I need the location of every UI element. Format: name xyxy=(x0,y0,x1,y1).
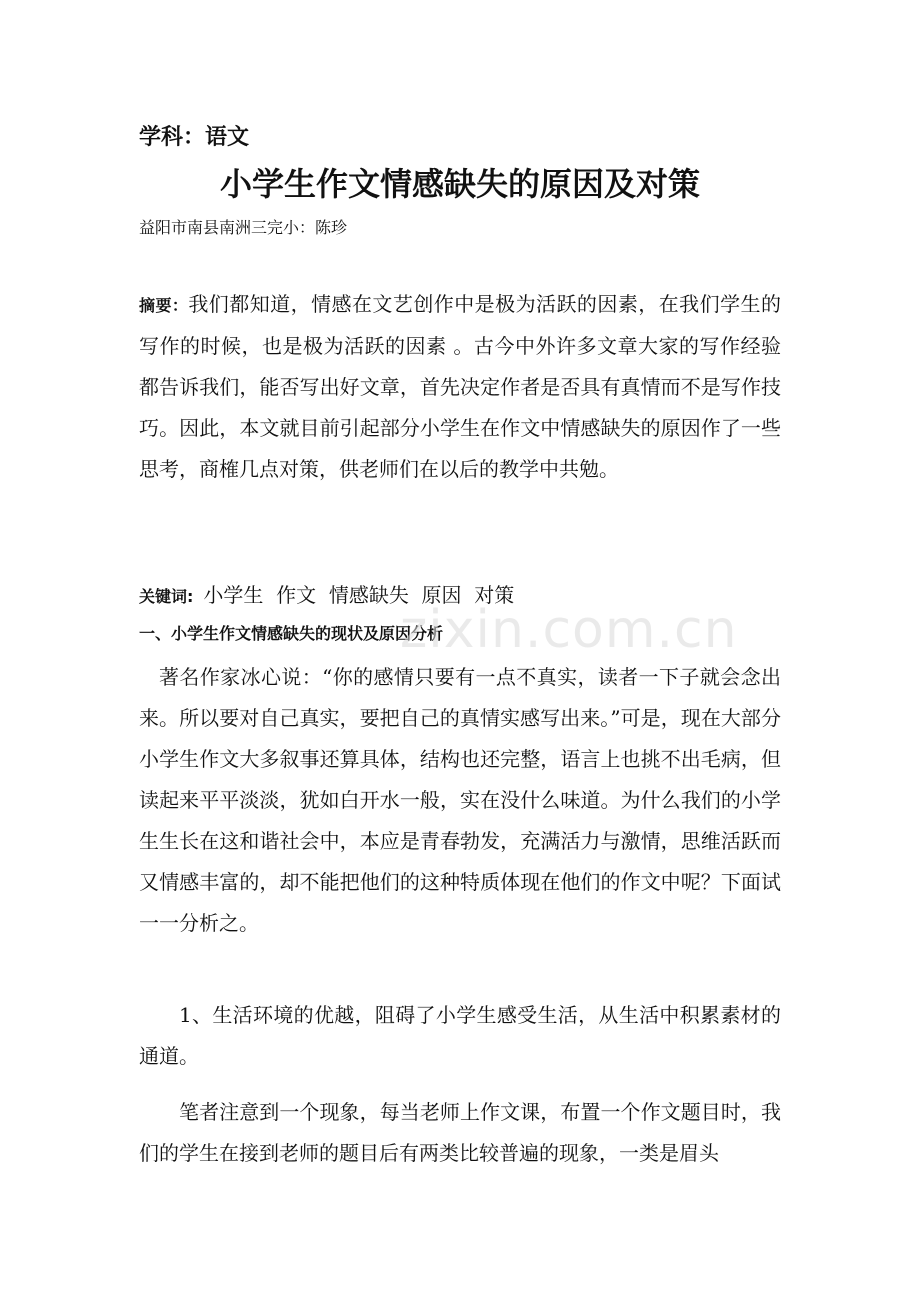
subject-line: 学科：语文 xyxy=(139,125,250,150)
document-title: 小学生作文情感缺失的原因及对策 xyxy=(219,165,700,203)
body-paragraph: 1、生活环境的优越，阻碍了小学生感受生活，从生活中积累素材的通道。 xyxy=(139,1003,781,1068)
keywords-label: 关键词: xyxy=(139,587,194,606)
body-paragraph: 著名作家冰心说：“你的感情只要有一点不真实，读者一下子就会念出来。所以要对自己真实，要把自己的真情实感写出来。”可是，现在大部分小学生作文大多叙事还算具体，结构也还完整，语言上也挑不出毛病，但读起来平平淡淡，犹如白开水一般，实在没什么味道。为什么我们的小学生生长在这和谐社会中，本应是青春勃发，充满活力与激情，思维活跃而又情感丰富的，却不能把他们的这种特质体现在他们的作文中呢？下面试一一分析之。 xyxy=(139,665,781,935)
abstract-label: 摘要： xyxy=(139,296,189,315)
keywords-line xyxy=(139,575,781,617)
abstract-paragraph xyxy=(139,284,781,490)
author-line: 益阳市南县南洲三完小：陈珍 xyxy=(139,218,348,237)
abstract-text: 我们都知道，情感在文艺创作中是极为活跃的因素，在我们学生的写作的时候，也是极为活跃的因素 。古今中外许多文章大家的写作经验都告诉我们，能否写出好文章，首先决定作者是否具有真情而不是写作技巧。因此，本文就目前引起部分小学生在作文中情感缺失的原因作了一些思考，商榷几点对策，供老师们在以后的教学中共勉。 xyxy=(139,292,781,481)
body-paragraph: 笔者注意到一个现象，每当老师上作文课，布置一个作文题目时，我们的学生在接到老师的题目后有两类比较普遍的现象，一类是眉头 xyxy=(139,1100,781,1165)
watermark: zixin.com.cn xyxy=(400,600,738,660)
keywords-text: 小学生 作文 情感缺失 原因 对策 xyxy=(203,583,515,607)
section-heading: 一、小学生作文情感缺失的现状及原因分析 xyxy=(139,624,444,643)
